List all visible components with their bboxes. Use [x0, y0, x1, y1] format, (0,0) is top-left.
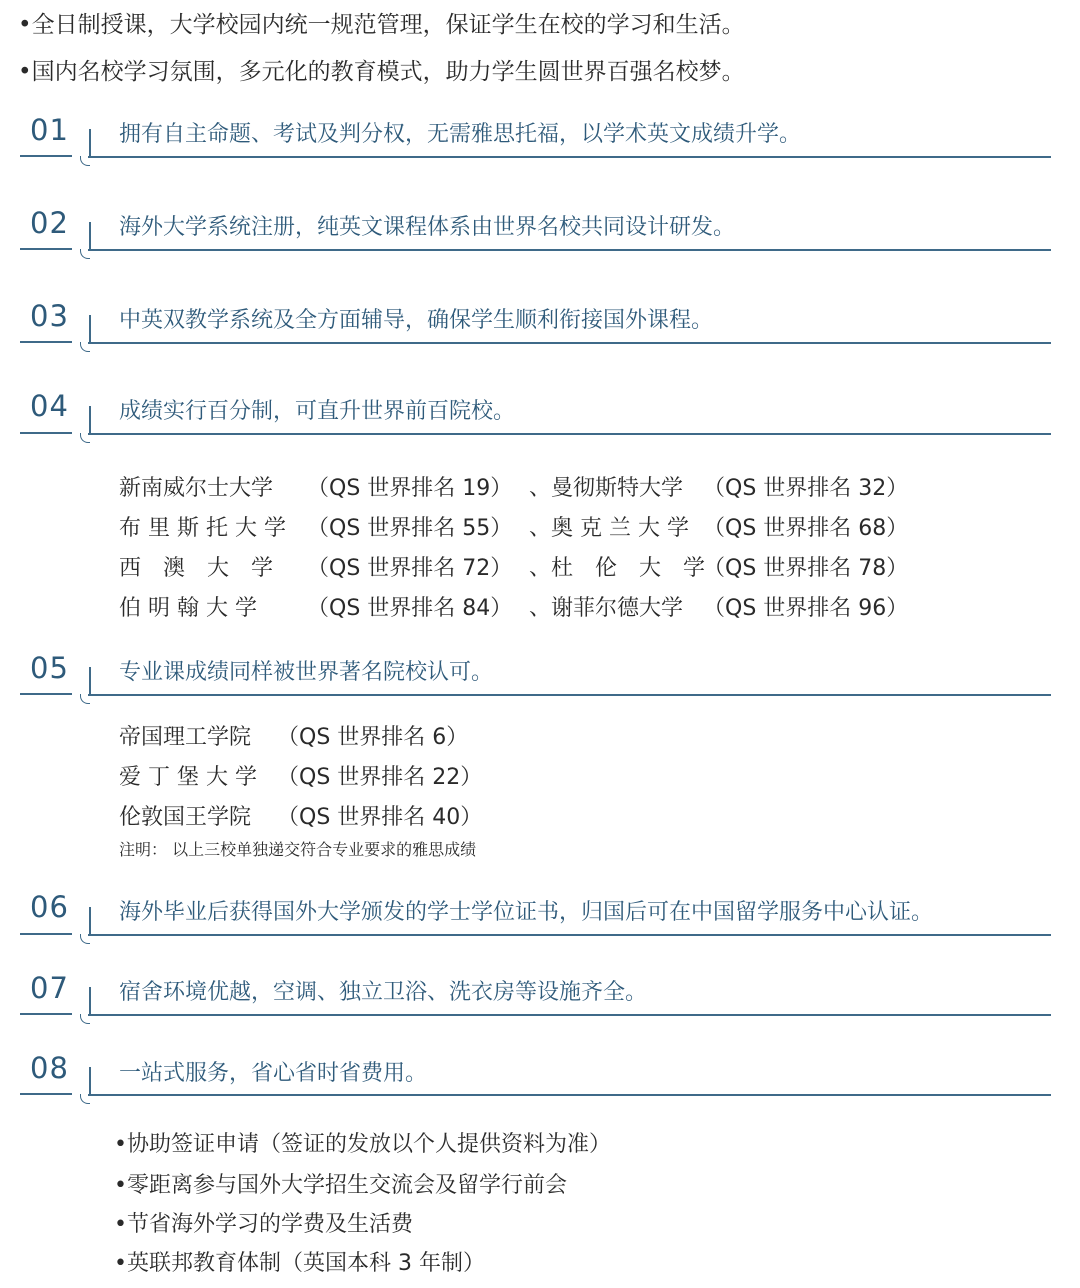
service-item: •协助签证申请（签证的发放以个人提供资料为准）	[114, 1132, 611, 1157]
section-heading: 拥有自主命题、考试及判分权，无需雅思托福，以学术英文成绩升学。	[119, 122, 802, 147]
connector-hook	[80, 433, 90, 443]
section-number: 06	[30, 890, 69, 924]
qs-rank: （QS 世界排名 68）	[703, 516, 909, 541]
section-rule	[88, 694, 1051, 696]
number-underline	[20, 1093, 72, 1095]
qs-rank: （QS 世界排名 84）	[307, 596, 513, 621]
university-row	[119, 551, 908, 582]
qs-rank: （QS 世界排名 40）	[277, 805, 483, 830]
qs-rank: （QS 世界排名 22）	[277, 765, 483, 790]
section-heading: 一站式服务，省心省时省费用。	[119, 1061, 428, 1086]
qs-rank: （QS 世界排名 55）	[307, 516, 513, 541]
number-underline	[20, 155, 72, 157]
section-number: 01	[30, 113, 69, 147]
service-item: •英联邦教育体制（英国本科 3 年制）	[114, 1251, 485, 1276]
section-number: 08	[30, 1051, 69, 1085]
section-number: 03	[30, 299, 69, 333]
connector-hook	[80, 934, 90, 944]
section-rule	[88, 342, 1051, 344]
connector-hook	[80, 249, 90, 259]
section-rule	[88, 249, 1051, 251]
connector-hook	[80, 342, 90, 352]
connector-hook	[80, 156, 90, 166]
section-number: 07	[30, 971, 69, 1005]
section-rule	[88, 156, 1051, 158]
university-name: 布 里 斯 托 大 学	[119, 516, 286, 541]
section-rule	[88, 433, 1051, 435]
section-heading: 中英双教学系统及全方面辅导，确保学生顺利衔接国外课程。	[119, 308, 714, 333]
connector-line	[89, 222, 91, 250]
intro-line-1: •全日制授课，大学校园内统一规范管理，保证学生在校的学习和生活。	[18, 12, 745, 38]
section-heading: 专业课成绩同样被世界著名院校认可。	[119, 660, 494, 685]
university-row	[119, 760, 482, 791]
qs-rank: （QS 世界排名 19）	[307, 476, 513, 501]
section-heading: 海外毕业后获得国外大学颁发的学士学位证书，归国后可在中国留学服务中心认证。	[119, 900, 934, 925]
university-row	[119, 471, 908, 502]
section-number: 05	[30, 651, 69, 685]
section-rule	[88, 934, 1051, 936]
university-name: 爱 丁 堡 大 学	[119, 765, 257, 790]
university-row	[119, 800, 482, 831]
section-heading: 成绩实行百分制，可直升世界前百院校。	[119, 399, 516, 424]
connector-line	[89, 315, 91, 343]
qs-rank: （QS 世界排名 72）	[307, 556, 513, 581]
connector-hook	[80, 1014, 90, 1024]
university-name: 、曼彻斯特大学	[529, 476, 684, 501]
university-row	[119, 720, 468, 751]
qs-rank: （QS 世界排名 32）	[703, 476, 909, 501]
section-heading: 宿舍环境优越，空调、独立卫浴、洗衣房等设施齐全。	[119, 980, 648, 1005]
university-name: 西 澳 大 学	[119, 556, 274, 581]
connector-line	[89, 406, 91, 434]
connector-line	[89, 1067, 91, 1095]
service-item: •零距离参与国外大学招生交流会及留学行前会	[114, 1173, 567, 1198]
number-underline	[20, 432, 72, 434]
university-name: 帝国理工学院	[119, 725, 252, 750]
university-name: 、杜 伦 大 学	[529, 556, 706, 581]
qs-rank: （QS 世界排名 78）	[703, 556, 909, 581]
number-underline	[20, 248, 72, 250]
service-item: •节省海外学习的学费及生活费	[114, 1212, 413, 1237]
university-name: 伯 明 翰 大 学	[119, 596, 257, 621]
number-underline	[20, 341, 72, 343]
university-name: 新南威尔士大学	[119, 476, 274, 501]
university-row	[119, 511, 908, 542]
section-heading: 海外大学系统注册，纯英文课程体系由世界名校共同设计研发。	[119, 215, 736, 240]
intro-line-2: •国内名校学习氛围，多元化的教育模式，助力学生圆世界百强名校梦。	[18, 59, 745, 85]
section-rule	[88, 1094, 1051, 1096]
qs-rank: （QS 世界排名 96）	[703, 596, 909, 621]
connector-line	[89, 987, 91, 1015]
university-name: 伦敦国王学院	[119, 805, 252, 830]
university-row	[119, 591, 908, 622]
section-number: 04	[30, 389, 69, 423]
footnote: 注明： 以上三校单独递交符合专业要求的雅思成绩	[119, 840, 477, 859]
connector-line	[89, 667, 91, 695]
section-rule	[88, 1014, 1051, 1016]
connector-line	[89, 907, 91, 935]
university-name: 、奥 克 兰 大 学	[529, 516, 689, 541]
connector-hook	[80, 1094, 90, 1104]
section-number: 02	[30, 206, 69, 240]
number-underline	[20, 693, 72, 695]
number-underline	[20, 933, 72, 935]
number-underline	[20, 1013, 72, 1015]
connector-line	[89, 129, 91, 157]
connector-hook	[80, 694, 90, 704]
qs-rank: （QS 世界排名 6）	[277, 725, 469, 750]
university-name: 、谢菲尔德大学	[529, 596, 684, 621]
